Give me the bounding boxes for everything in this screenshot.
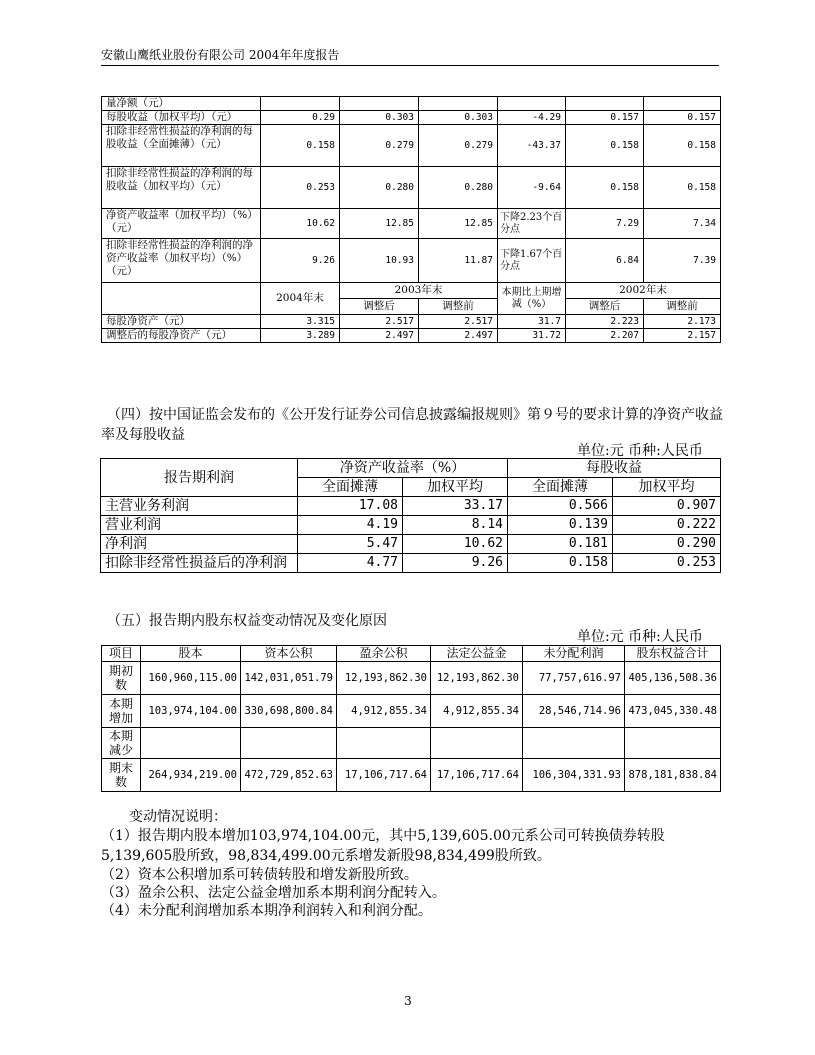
equity-value bbox=[431, 728, 523, 759]
blank-label-cell bbox=[102, 283, 261, 315]
equity-value: 17,106,717.64 bbox=[431, 759, 523, 792]
header-roe-fully-diluted: 全面摊薄 bbox=[298, 478, 403, 497]
indicator-value: 10.62 bbox=[261, 209, 340, 239]
net-asset-label: 每股净资产（元） bbox=[102, 315, 261, 329]
equity-row-label: 期末数 bbox=[102, 759, 141, 792]
indicator-value: 7.34 bbox=[644, 209, 721, 239]
header-2002-adjusted-after: 调整后 bbox=[566, 299, 644, 315]
profit-row bbox=[101, 497, 721, 516]
indicator-value: 0.279 bbox=[419, 125, 498, 167]
equity-value: 28,546,714.96 bbox=[523, 695, 625, 728]
profit-value: 10.62 bbox=[403, 535, 508, 554]
indicator-value: 0.158 bbox=[644, 167, 721, 209]
roe-eps-table bbox=[100, 458, 721, 573]
equity-value: 17,106,717.64 bbox=[337, 759, 431, 792]
indicator-value bbox=[419, 97, 498, 111]
indicator-value: 7.39 bbox=[644, 239, 721, 283]
indicator-value: 0.157 bbox=[566, 111, 644, 125]
indicator-row bbox=[102, 97, 721, 111]
indicator-value: 0.157 bbox=[644, 111, 721, 125]
equity-row bbox=[102, 695, 721, 728]
net-asset-value: 2.497 bbox=[419, 329, 498, 343]
equity-value: 472,729,852.63 bbox=[241, 759, 337, 792]
indicator-value: -9.64 bbox=[498, 167, 566, 209]
note-line-3: （2）资本公积增加系可转债转股和增发新股所致。 bbox=[101, 867, 418, 883]
profit-value: 0.181 bbox=[508, 535, 613, 554]
indicator-label: 每股收益（加权平均）（元） bbox=[102, 111, 261, 125]
profit-value: 33.17 bbox=[403, 497, 508, 516]
header-2002: 2002年末 bbox=[566, 283, 721, 299]
indicator-row bbox=[102, 167, 721, 209]
indicator-row bbox=[102, 209, 721, 239]
net-asset-value: 2.223 bbox=[566, 315, 644, 329]
profit-value: 4.77 bbox=[298, 554, 403, 573]
header-profit: 报告期利润 bbox=[101, 459, 298, 497]
header-eps: 每股收益 bbox=[508, 459, 721, 478]
header-2003-adjusted-before: 调整前 bbox=[419, 299, 498, 315]
section5-unit: 单位:元 币种:人民币 bbox=[577, 629, 703, 645]
note-line-4: （3）盈余公积、法定公益金增加系本期利润分配转入。 bbox=[101, 885, 446, 901]
header-change: 本期比上期增减（%） bbox=[498, 283, 566, 315]
section4-title-line1: （四）按中国证监会发布的《公开发行证券公司信息披露编报规则》第９号的要求计算的净资产收益 bbox=[107, 407, 723, 423]
profit-label: 营业利润 bbox=[101, 516, 298, 535]
header-2003: 2003年末 bbox=[340, 283, 498, 299]
equity-header-cell: 股本 bbox=[141, 646, 241, 662]
equity-row-label: 期初数 bbox=[102, 662, 141, 695]
financial-indicators-table bbox=[101, 96, 721, 343]
indicator-value: 10.93 bbox=[340, 239, 419, 283]
profit-row bbox=[101, 516, 721, 535]
indicator-value: 下降2.23个百分点 bbox=[498, 209, 566, 239]
indicator-value bbox=[498, 97, 566, 111]
indicator-value: 0.280 bbox=[419, 167, 498, 209]
equity-value: 4,912,855.34 bbox=[431, 695, 523, 728]
equity-value: 405,136,508.36 bbox=[625, 662, 721, 695]
profit-value: 0.222 bbox=[613, 516, 721, 535]
indicator-value: 6.84 bbox=[566, 239, 644, 283]
profit-value: 0.566 bbox=[508, 497, 613, 516]
profit-value: 5.47 bbox=[298, 535, 403, 554]
profit-value: 4.19 bbox=[298, 516, 403, 535]
indicator-value: 0.253 bbox=[261, 167, 340, 209]
equity-row bbox=[102, 728, 721, 759]
header-2002-adjusted-before: 调整前 bbox=[644, 299, 721, 315]
equity-value: 106,304,331.93 bbox=[523, 759, 625, 792]
profit-value: 8.14 bbox=[403, 516, 508, 535]
profit-value: 0.907 bbox=[613, 497, 721, 516]
profit-row bbox=[101, 554, 721, 573]
equity-value: 142,031,051.79 bbox=[241, 662, 337, 695]
net-asset-value: 2.517 bbox=[419, 315, 498, 329]
equity-row bbox=[102, 662, 721, 695]
note-line-5: （4）未分配利润增加系本期净利润转入和利润分配。 bbox=[101, 903, 432, 919]
indicator-value: 0.158 bbox=[566, 125, 644, 167]
profit-value: 9.26 bbox=[403, 554, 508, 573]
equity-header-cell: 盈余公积 bbox=[337, 646, 431, 662]
equity-value: 330,698,800.84 bbox=[241, 695, 337, 728]
indicator-label: 扣除非经常性损益的净利润的每股收益（加权平均）（元） bbox=[102, 167, 261, 209]
equity-value: 4,912,855.34 bbox=[337, 695, 431, 728]
equity-value: 12,193,862.30 bbox=[337, 662, 431, 695]
equity-value: 878,181,838.84 bbox=[625, 759, 721, 792]
equity-header-cell: 法定公益金 bbox=[431, 646, 523, 662]
indicator-value: 9.26 bbox=[261, 239, 340, 283]
net-asset-value: 31.7 bbox=[498, 315, 566, 329]
header-roe: 净资产收益率（%） bbox=[298, 459, 508, 478]
equity-value: 264,934,219.00 bbox=[141, 759, 241, 792]
header-divider bbox=[101, 65, 719, 66]
indicator-label: 扣除非经常性损益的净利润的净资产收益率（加权平均）（%）（元） bbox=[102, 239, 261, 283]
header-eps-weighted-avg: 加权平均 bbox=[613, 478, 721, 497]
header-roe-weighted-avg: 加权平均 bbox=[403, 478, 508, 497]
indicator-value: 0.158 bbox=[644, 125, 721, 167]
header-2003-adjusted-after: 调整后 bbox=[340, 299, 419, 315]
equity-value bbox=[523, 728, 625, 759]
net-asset-value: 31.72 bbox=[498, 329, 566, 343]
indicator-value: -4.29 bbox=[498, 111, 566, 125]
header-2004: 2004年末 bbox=[261, 283, 340, 315]
equity-header-cell: 项目 bbox=[102, 646, 141, 662]
profit-value: 0.158 bbox=[508, 554, 613, 573]
indicator-value bbox=[261, 97, 340, 111]
indicator-value: 12.85 bbox=[340, 209, 419, 239]
profit-label: 扣除非经常性损益后的净利润 bbox=[101, 554, 298, 573]
equity-row-label: 本期减少 bbox=[102, 728, 141, 759]
equity-value: 473,045,330.48 bbox=[625, 695, 721, 728]
indicator-value: -43.37 bbox=[498, 125, 566, 167]
net-asset-value: 2.157 bbox=[644, 329, 721, 343]
net-asset-value: 3.315 bbox=[261, 315, 340, 329]
profit-label: 净利润 bbox=[101, 535, 298, 554]
equity-row-label: 本期增加 bbox=[102, 695, 141, 728]
net-asset-value: 2.207 bbox=[566, 329, 644, 343]
net-asset-row bbox=[102, 329, 721, 343]
indicator-value: 0.158 bbox=[566, 167, 644, 209]
indicator-value: 0.279 bbox=[340, 125, 419, 167]
document-header: 安徽山鹰纸业股份有限公司 2004年年度报告 bbox=[101, 48, 340, 62]
profit-value: 0.253 bbox=[613, 554, 721, 573]
indicator-label: 净资产收益率（加权平均）（%）（元） bbox=[102, 209, 261, 239]
indicator-value bbox=[566, 97, 644, 111]
equity-header-cell: 资本公积 bbox=[241, 646, 337, 662]
net-asset-value: 3.289 bbox=[261, 329, 340, 343]
profit-row bbox=[101, 535, 721, 554]
equity-value bbox=[625, 728, 721, 759]
equity-value bbox=[241, 728, 337, 759]
indicator-value: 11.87 bbox=[419, 239, 498, 283]
note-line-1: （1）报告期内股本增加103,974,104.00元，其中5,139,605.00元系公司可转换债券转股 bbox=[101, 828, 665, 844]
net-asset-value: 2.517 bbox=[340, 315, 419, 329]
header-eps-fully-diluted: 全面摊薄 bbox=[508, 478, 613, 497]
net-asset-row bbox=[102, 315, 721, 329]
indicator-value: 下降1.67个百分点 bbox=[498, 239, 566, 283]
indicator-value: 0.303 bbox=[419, 111, 498, 125]
equity-value bbox=[337, 728, 431, 759]
equity-header-cell: 股东权益合计 bbox=[625, 646, 721, 662]
note-line-2: 5,139,605股所致，98,834,499.00元系增发新股98,834,499股所致。 bbox=[101, 848, 551, 864]
indicator-row bbox=[102, 111, 721, 125]
section4-title-line2: 率及每股收益 bbox=[101, 427, 185, 443]
indicator-row bbox=[102, 239, 721, 283]
indicator-label: 扣除非经常性损益的净利润的每股收益（全面摊薄）（元） bbox=[102, 125, 261, 167]
section4-unit: 单位:元 币种:人民币 bbox=[577, 443, 703, 459]
equity-value bbox=[141, 728, 241, 759]
equity-row bbox=[102, 759, 721, 792]
period-header-row bbox=[102, 283, 721, 299]
equity-header-cell: 未分配利润 bbox=[523, 646, 625, 662]
profit-value: 17.08 bbox=[298, 497, 403, 516]
indicator-value: 12.85 bbox=[419, 209, 498, 239]
indicator-value: 0.303 bbox=[340, 111, 419, 125]
equity-value: 12,193,862.30 bbox=[431, 662, 523, 695]
equity-value: 103,974,104.00 bbox=[141, 695, 241, 728]
indicator-value: 0.280 bbox=[340, 167, 419, 209]
indicator-value bbox=[340, 97, 419, 111]
equity-value: 77,757,616.97 bbox=[523, 662, 625, 695]
equity-change-table bbox=[101, 645, 721, 792]
profit-label: 主营业务利润 bbox=[101, 497, 298, 516]
section5-title: （五）报告期内股东权益变动情况及变化原因 bbox=[107, 613, 387, 629]
indicator-value: 0.158 bbox=[261, 125, 340, 167]
notes-heading: 变动情况说明： bbox=[129, 809, 227, 825]
indicator-label: 量净额（元） bbox=[102, 97, 261, 111]
indicator-value bbox=[644, 97, 721, 111]
net-asset-value: 2.173 bbox=[644, 315, 721, 329]
net-asset-value: 2.497 bbox=[340, 329, 419, 343]
indicator-value: 7.29 bbox=[566, 209, 644, 239]
net-asset-label: 调整后的每股净资产（元） bbox=[102, 329, 261, 343]
profit-value: 0.290 bbox=[613, 535, 721, 554]
equity-header-row bbox=[102, 646, 721, 662]
profit-value: 0.139 bbox=[508, 516, 613, 535]
equity-value: 160,960,115.00 bbox=[141, 662, 241, 695]
page-number: 3 bbox=[404, 994, 412, 1008]
indicator-row bbox=[102, 125, 721, 167]
indicator-value: 0.29 bbox=[261, 111, 340, 125]
